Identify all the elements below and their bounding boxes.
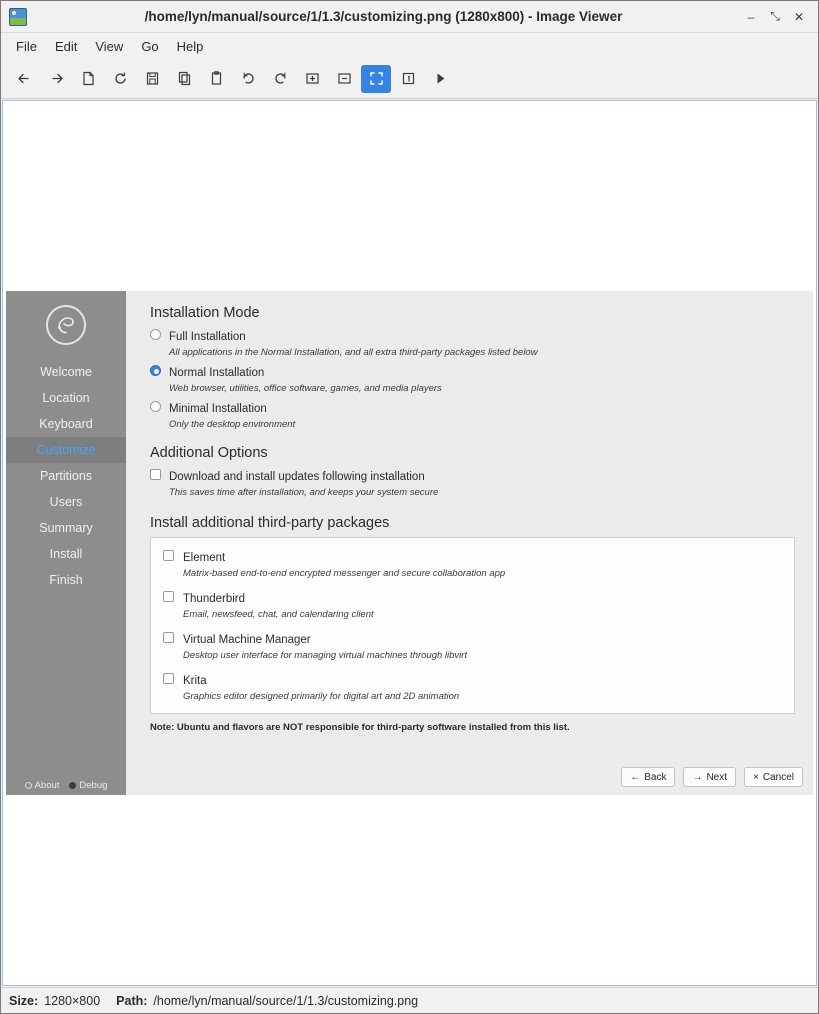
next-button[interactable] [683,767,736,787]
close-icon: × [753,771,759,783]
copy-icon[interactable] [169,65,199,93]
sidebar-item-finish[interactable]: Finish [49,573,83,587]
menu-go[interactable]: Go [141,38,159,54]
image-viewer-icon [9,8,27,26]
option-label: Normal Installation [169,367,265,379]
debug-label: Debug [79,780,108,791]
installer-navigation-buttons [621,767,803,787]
package-description: Graphics editor designed primarily for digital art and 2D animation [183,691,460,702]
installer-main-panel [126,291,813,795]
option-label: Download and install updates following installation [169,471,425,483]
radio-selected-icon[interactable] [150,365,161,376]
option-full-installation[interactable] [150,327,795,359]
option-normal-installation[interactable] [150,363,795,395]
debug-button[interactable] [69,780,107,791]
file-icon[interactable] [73,65,103,93]
status-bar [1,987,818,1013]
menu-bar [1,33,818,59]
option-label: Full Installation [169,331,246,343]
save-icon[interactable] [137,65,167,93]
reload-icon[interactable] [105,65,135,93]
option-description: All applications in the Normal Installation, and all extra third-party packages listed below [169,347,538,358]
option-description: Only the desktop environment [169,419,296,430]
back-button[interactable] [621,767,675,787]
package-label: Krita [183,675,207,687]
checkbox-icon[interactable] [150,469,161,480]
third-party-title: Install additional third-party packages [150,515,390,531]
play-icon[interactable] [425,65,455,93]
installer-sidebar [6,291,126,795]
option-download-updates[interactable] [150,467,795,499]
path-label: Path: [116,993,148,1008]
sidebar-item-welcome[interactable]: Welcome [40,365,92,379]
window-title: /home/lyn/manual/source/1/1.3/customizing.png (1280x800) - Image Viewer [144,9,623,24]
package-description: Matrix-based end-to-end encrypted messenger and secure collaboration app [183,568,506,579]
zoom-out-icon[interactable] [329,65,359,93]
list-item[interactable] [163,671,782,703]
zoom-in-icon[interactable] [297,65,327,93]
menu-help[interactable]: Help [176,38,204,54]
arrow-left-icon[interactable] [9,65,39,93]
rotate-right-icon[interactable] [233,65,263,93]
size-label: Size: [9,993,39,1008]
radio-icon[interactable] [150,329,161,340]
title-bar [1,1,818,33]
image-canvas[interactable] [2,100,817,986]
path-value: /home/lyn/manual/source/1/1.3/customizing.png [153,993,419,1008]
arrow-right-icon[interactable] [41,65,71,93]
cancel-label: Cancel [762,771,794,783]
package-label: Thunderbird [183,593,246,605]
close-button[interactable]: ✕ [793,9,805,24]
window-controls [740,6,818,28]
rotate-left-icon[interactable] [265,65,295,93]
arrow-left-icon: ← [630,771,641,783]
maximize-button[interactable]: ⤡ [770,9,780,23]
cancel-button[interactable] [744,767,803,787]
clipboard-icon[interactable] [201,65,231,93]
menu-file[interactable]: File [16,38,37,54]
option-minimal-installation[interactable] [150,399,795,431]
sidebar-item-summary[interactable]: Summary [39,521,93,535]
fit-window-icon[interactable] [361,65,391,93]
list-item[interactable] [163,630,782,662]
list-item[interactable] [163,589,782,621]
about-label: About [34,780,60,791]
sidebar-item-partitions[interactable]: Partitions [39,469,93,483]
swirl-logo-icon [46,305,86,345]
toolbar [1,59,818,99]
sidebar-footer [6,780,126,791]
sidebar-item-users[interactable]: Users [49,495,83,509]
arrow-right-icon: → [692,771,703,783]
sidebar-item-customize[interactable]: Customize [6,437,126,463]
radio-icon[interactable] [150,401,161,412]
checkbox-icon[interactable] [163,632,174,643]
sidebar-item-location[interactable]: Location [42,391,90,405]
checkbox-icon[interactable] [163,673,174,684]
checkbox-icon[interactable] [163,550,174,561]
size-value: 1280×800 [44,993,101,1008]
about-icon [25,782,32,789]
list-item[interactable] [163,548,782,580]
package-label: Virtual Machine Manager [183,634,311,646]
minimize-button[interactable]: – [747,9,755,24]
package-label: Element [183,552,226,564]
displayed-image [6,291,813,795]
checkbox-icon[interactable] [163,591,174,602]
one-to-one-icon[interactable] [393,65,423,93]
package-description: Desktop user interface for managing virtual machines through libvirt [183,650,468,661]
option-label: Minimal Installation [169,403,267,415]
about-button[interactable] [25,780,60,791]
menu-view[interactable]: View [95,38,124,54]
next-label: Next [706,771,728,783]
installation-mode-title: Installation Mode [150,305,260,321]
sidebar-item-install[interactable]: Install [49,547,83,561]
option-description: Web browser, utilities, office software, games, and media players [169,383,442,394]
sidebar-item-keyboard[interactable]: Keyboard [39,417,93,431]
back-label: Back [644,771,667,783]
debug-icon [69,782,76,789]
third-party-package-list [150,537,795,714]
additional-options-title: Additional Options [150,445,268,461]
menu-edit[interactable]: Edit [54,38,78,54]
third-party-note: Note: Ubuntu and flavors are NOT responsible for third-party software installed from this list. [150,722,570,733]
option-description: This saves time after installation, and keeps your system secure [169,487,439,498]
package-description: Email, newsfeed, chat, and calendaring client [183,609,374,620]
